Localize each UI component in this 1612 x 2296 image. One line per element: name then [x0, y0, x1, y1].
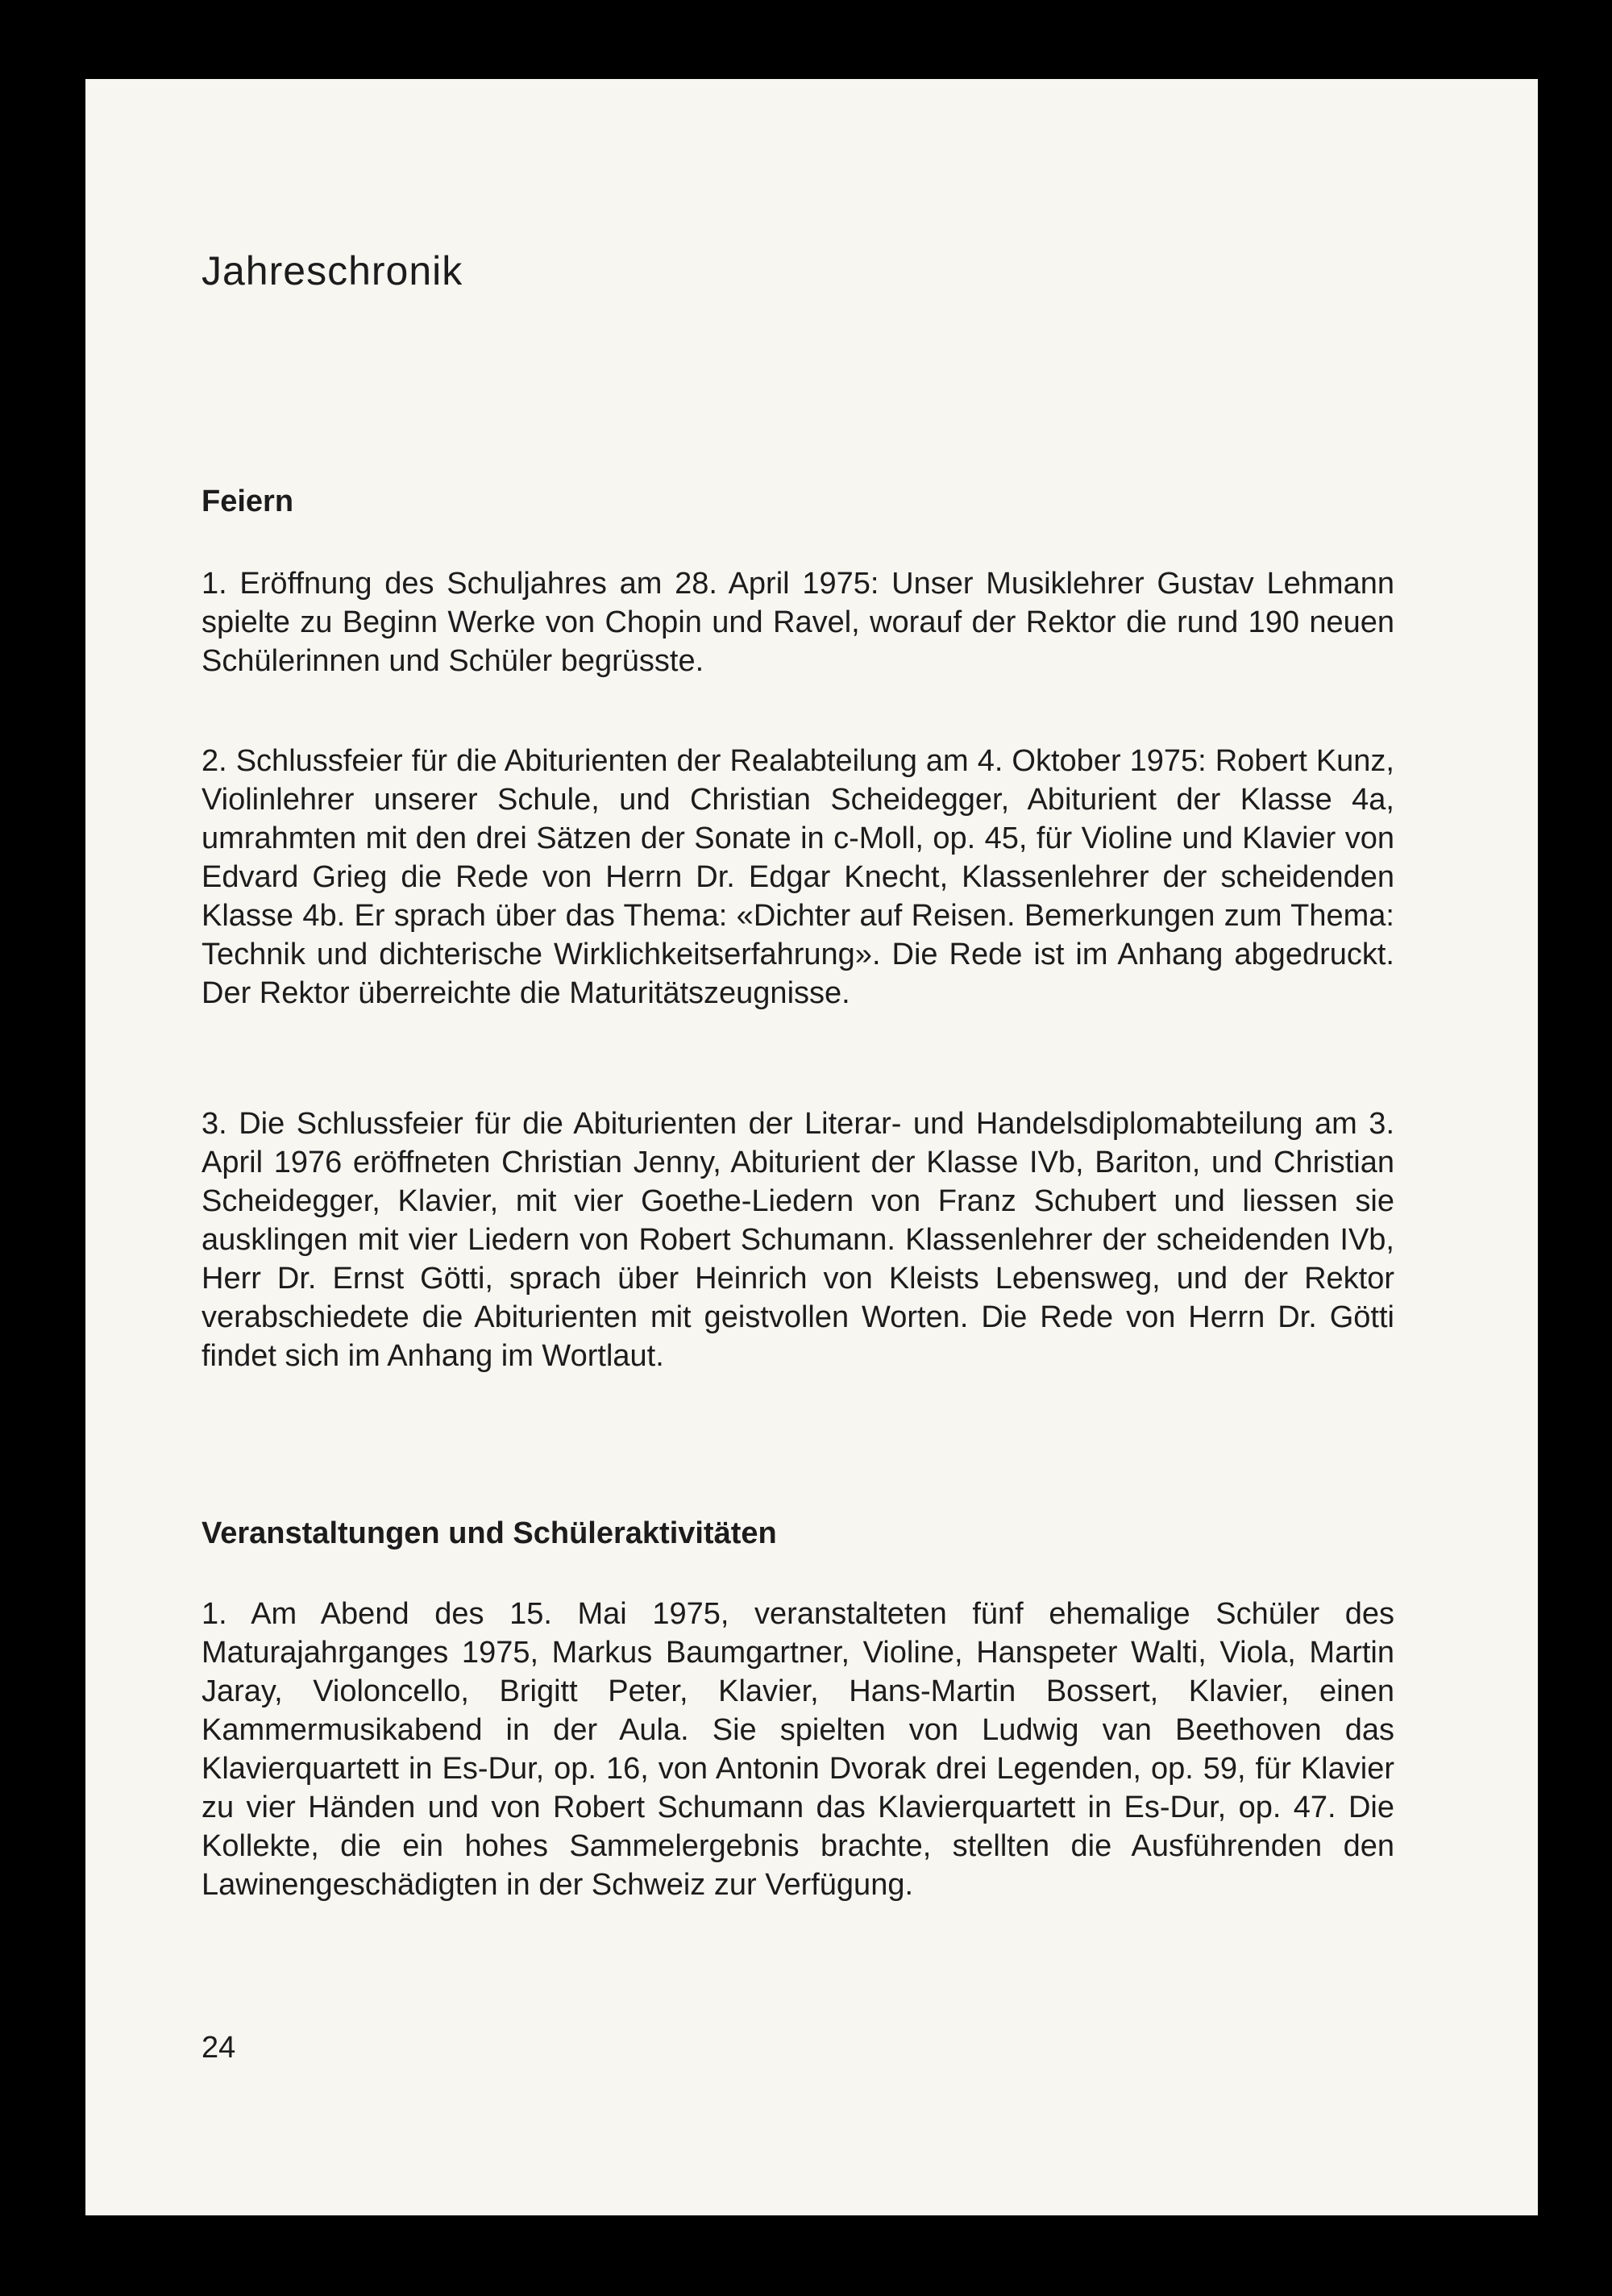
page-number: 24 — [202, 2031, 236, 2065]
paragraph-veranstaltungen-1: 1. Am Abend des 15. Mai 1975, veranstalteten fünf ehemalige Schüler des Maturajahrganges 1975, Markus Baumgartner, Violine, Hanspeter Walti, Viola, Martin Jaray, Violoncello, Brigitt Peter, Klavier, Hans-Martin Bossert, Klavier, einen Kammermusikabend in der Aula. Sie spielten von Ludwig van Beethoven das Klavierquartett in Es-Dur, op. 16, von Antonin Dvorak drei Legenden, op. 59, für Klavier zu vier Händen und von Robert Schumann das Klavierquartett in Es-Dur, op. 47. Die Kollekte, die ein hohes Sammelergebnis brachte, stellten die Ausführenden den Lawinengeschädigten in der Schweiz zur Verfügung. — [202, 1597, 1394, 1902]
section-heading-veranstaltungen: Veranstaltungen und Schüleraktivitäten — [202, 1516, 777, 1550]
paragraph-feiern-3: 3. Die Schlussfeier für die Abiturienten der Literar- und Handelsdiplomabteilung am 3. April 1976 eröffneten Christian Jenny, Abiturient der Klasse IVb, Bariton, und Christian Scheidegger, Klavier, mit vier Goethe-Liedern von Franz Schubert und liessen sie ausklingen mit vier Liedern von Robert Schumann. Klassenlehrer der scheidenden IVb, Herr Dr. Ernst Götti, sprach über Heinrich von Kleists Lebensweg, und der Rektor verabschiedete die Abiturienten mit geistvollen Worten. Die Rede von Herrn Dr. Götti findet sich im Anhang im Wortlaut. — [202, 1107, 1394, 1373]
document-page — [85, 79, 1538, 2215]
paragraph-feiern-1: 1. Eröffnung des Schuljahres am 28. April 1975: Unser Musiklehrer Gustav Lehmann spielte zu Beginn Werke von Chopin und Ravel, worauf der Rektor die rund 190 neuen Schülerinnen und Schüler begrüsste. — [202, 567, 1394, 678]
section-heading-feiern: Feiern — [202, 485, 294, 518]
paragraph-feiern-2: 2. Schlussfeier für die Abiturienten der Realabteilung am 4. Oktober 1975: Robert Kunz, Violinlehrer unserer Schule, und Christian Scheidegger, Abiturient der Klasse 4a, umrahmten mit den drei Sätzen der Sonate in c-Moll, op. 45, für Violine und Klavier von Edvard Grieg die Rede von Herrn Dr. Edgar Knecht, Klassenlehrer der scheidenden Klasse 4b. Er sprach über das Thema: «Dichter auf Reisen. Bemerkungen zum Thema: Technik und dichterische Wirklichkeitserfahrung». Die Rede ist im Anhang abgedruckt. Der Rektor überreichte die Maturitätszeugnisse. — [202, 744, 1394, 1010]
page-title: Jahreschronik — [202, 248, 463, 293]
